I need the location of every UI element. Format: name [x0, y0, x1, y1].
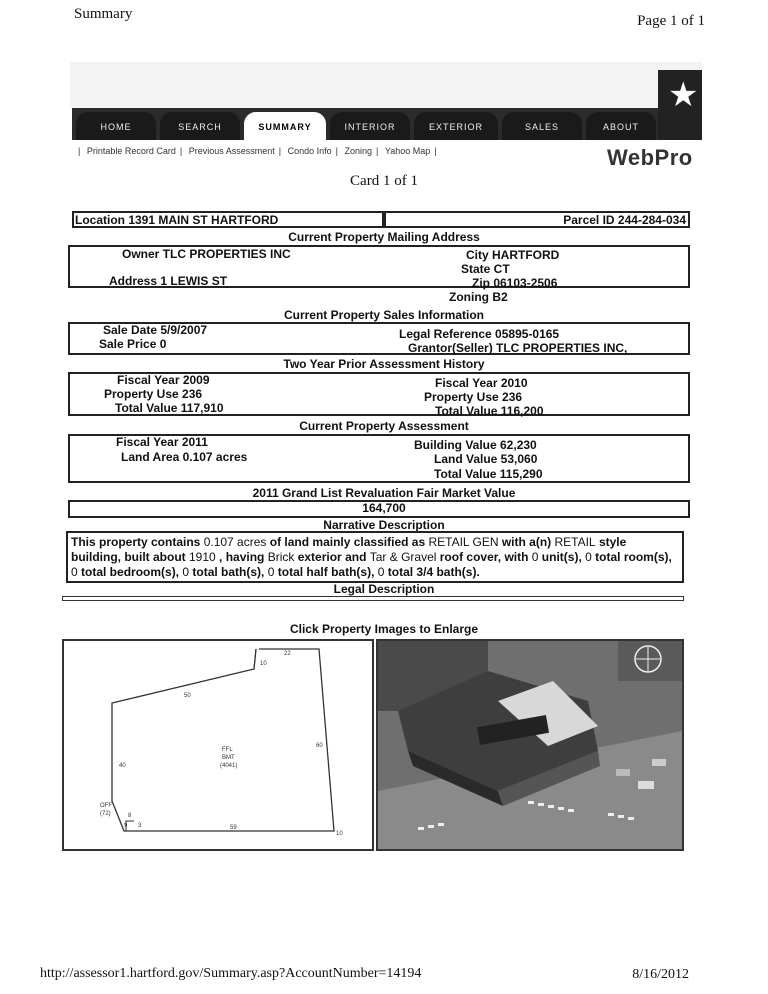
footer-date: 8/16/2012	[632, 967, 689, 982]
svg-text:FFL: FFL	[222, 747, 233, 753]
sale-date: Sale Date 5/9/2007	[103, 323, 208, 337]
parcel-id: Parcel ID 244-284-034	[563, 213, 686, 227]
legal-heading: Legal Description	[333, 582, 435, 596]
land-value: Land Value 53,060	[434, 452, 538, 466]
legal-box	[62, 596, 684, 601]
svg-text:OFF: OFF	[100, 803, 112, 809]
state-field: State CT	[461, 262, 510, 276]
nav-bar	[72, 108, 702, 140]
fmv-value: 164,700	[362, 501, 406, 515]
property-use-2010: Property Use 236	[424, 390, 523, 404]
zoning-field: Zoning B2	[449, 290, 508, 304]
tab-search[interactable]: SEARCH	[160, 112, 240, 140]
location-box	[72, 211, 384, 228]
svg-text:59: 59	[230, 825, 237, 831]
land-area: Land Area 0.107 acres	[121, 450, 248, 464]
footer-url: http://assessor1.hartford.gov/Summary.asp?AccountNumber=14194	[40, 966, 422, 981]
svg-text:8: 8	[128, 813, 132, 819]
total-value-2010: Total Value 116,200	[435, 404, 544, 418]
tab-sales[interactable]: SALES	[502, 112, 582, 140]
svg-text:9: 9	[124, 823, 128, 829]
header-banner	[70, 62, 702, 108]
total-value-2009: Total Value 117,910	[115, 401, 224, 415]
address-field: Address 1 LEWIS ST	[109, 274, 228, 288]
fiscal-year-2010: Fiscal Year 2010	[435, 376, 528, 390]
tab-summary[interactable]: SUMMARY	[244, 112, 326, 140]
fiscal-year-2011: Fiscal Year 2011	[116, 435, 208, 449]
fiscal-year-2009: Fiscal Year 2009	[117, 373, 210, 387]
brand-logo: WebPro	[607, 145, 693, 170]
page-header-title: Summary	[74, 6, 133, 22]
narrative-heading: Narrative Description	[323, 518, 445, 532]
building-value: Building Value 62,230	[414, 438, 537, 452]
location-value: Location 1391 MAIN ST HARTFORD	[75, 213, 279, 227]
mailing-heading: Current Property Mailing Address	[288, 230, 480, 244]
tab-exterior[interactable]: EXTERIOR	[414, 112, 498, 140]
sketch-drawing	[64, 641, 372, 849]
svg-text:50: 50	[184, 693, 191, 699]
svg-text:(4041): (4041)	[220, 763, 238, 769]
sales-heading: Current Property Sales Information	[283, 308, 485, 322]
svg-text:22: 22	[284, 651, 291, 657]
images-heading: Click Property Images to Enlarge	[289, 622, 479, 636]
owner-field: Owner TLC PROPERTIES INC	[122, 247, 291, 261]
fmv-heading: 2011 Grand List Revaluation Fair Market Value	[252, 486, 516, 500]
link-previous-assessment[interactable]: Previous Assessment	[188, 146, 275, 156]
grantor-seller: Grantor(Seller) TLC PROPERTIES INC,	[408, 341, 628, 355]
sublinks-bar: | Printable Record Card | Previous Assessment | Condo Info | Zoning | Yahoo Map |	[78, 146, 437, 156]
tab-about[interactable]: ABOUT	[586, 112, 656, 140]
aerial-photo-image[interactable]	[376, 639, 684, 851]
svg-text:10: 10	[260, 661, 267, 667]
city-field: City HARTFORD	[466, 248, 560, 262]
svg-text:10: 10	[336, 831, 343, 837]
parcel-box	[384, 211, 690, 228]
sale-price: Sale Price 0	[99, 337, 167, 351]
svg-text:BMT: BMT	[222, 755, 235, 761]
svg-text:3: 3	[138, 823, 142, 829]
svg-text:40: 40	[119, 763, 126, 769]
aerial-photo-drawing	[378, 641, 682, 849]
svg-text:(72): (72)	[100, 811, 111, 817]
tab-interior[interactable]: INTERIOR	[330, 112, 410, 140]
link-yahoo-map[interactable]: Yahoo Map	[384, 146, 431, 156]
link-zoning[interactable]: Zoning	[344, 146, 373, 156]
property-use-2009: Property Use 236	[104, 387, 203, 401]
property-sketch-image[interactable]	[62, 639, 374, 851]
narrative-text: This property contains 0.107 acres of land mainly classified as RETAIL GEN with a(n) RETAIL style building, built about 1910 , having Brick exterior and Tar & Gravel roof cover, with 0 unit(s), 0 total room(s), 0 total bedroom(s), 0 total bath(s), 0 total half bath(s), 0 total 3/4 bath(s).	[66, 531, 684, 583]
svg-text:60: 60	[316, 743, 323, 749]
current-heading: Current Property Assessment	[299, 419, 469, 433]
link-printable-record-card[interactable]: Printable Record Card	[86, 146, 176, 156]
tab-home[interactable]: HOME	[76, 112, 156, 140]
zip-field: Zip 06103-2506	[472, 276, 558, 290]
card-title: Card 1 of 1	[350, 173, 418, 189]
star-logo-icon: ★	[668, 76, 699, 114]
total-value-2011: Total Value 115,290	[434, 467, 543, 481]
page-number: Page 1 of 1	[637, 13, 705, 29]
prior-heading: Two Year Prior Assessment History	[283, 357, 485, 371]
link-condo-info[interactable]: Condo Info	[287, 146, 332, 156]
legal-reference: Legal Reference 05895-0165	[399, 327, 560, 341]
